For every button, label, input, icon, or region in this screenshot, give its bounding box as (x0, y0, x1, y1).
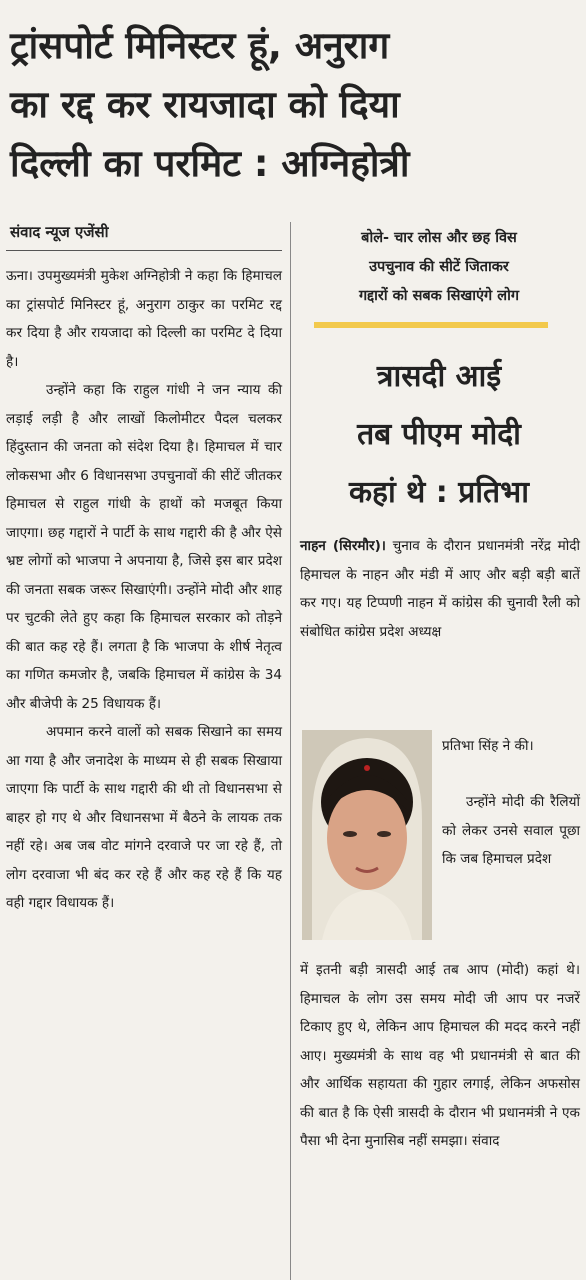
dateline: नाहन (सिरमौर)। (300, 538, 386, 554)
main-headline (10, 16, 576, 193)
headline-line-2: का रद्द कर रायजादा को दिया (10, 83, 400, 126)
byline: संवाद न्यूज एजेंसी (10, 223, 109, 241)
portrait-illustration (302, 730, 432, 940)
sub-headline (296, 348, 582, 522)
right-paragraph-2-narrow-text: उन्होंने मोदी की रैलियों को लेकर उनसे सवाल पूछा कि जब हिमाचल प्रदेश (442, 794, 580, 867)
kicker-line-2: उपचुनाव की सीटें जिताकर (369, 259, 509, 275)
portrait-photo (302, 730, 432, 940)
headline-line-1: ट्रांसपोर्ट मिनिस्टर हूं, अनुराग (10, 24, 390, 67)
sub-headline-line-3: कहां थे : प्रतिभा (348, 475, 530, 510)
right-paragraph-1-text: चुनाव के दौरान प्रधानमंत्री नरेंद्र मोदी हिमाचल के नाहन और मंडी में आए और बड़ी बड़ी बातें कर गए। यह टिप्पणी नाहन में कांग्रेस की चुनावी रैली को संबोधित कांग्रेस प्रदेश अध्यक्ष (300, 538, 580, 640)
right-article-top (300, 532, 580, 646)
column-divider (290, 222, 291, 1280)
left-paragraph-1: ऊना। उपमुख्यमंत्री मुकेश अग्निहोत्री ने कहा कि हिमाचल का ट्रांसपोर्ट मिनिस्टर हूं, अनुराग ठाकुर का परमिट रद्द कर दिया है और रायजादा को दिल्ली का परमिट दे दिया है। (6, 268, 282, 370)
right-paragraph-1-tail-text: प्रतिभा सिंह ने की। (442, 738, 534, 754)
kicker-line-3: गद्दारों को सबक सिखाएंगे लोग (358, 288, 520, 304)
right-paragraph-1-tail (442, 732, 580, 761)
sub-headline-line-2: तब पीएम मोदी (357, 417, 521, 452)
right-paragraph-2-narrow (442, 788, 580, 874)
left-paragraph-2: उन्होंने कहा कि राहुल गांधी ने जन न्याय की लड़ाई लड़ी है और लाखों किलोमीटर पैदल चलकर हिंदुस्तान की जनता को संदेश दिया है। हिमाचल में चार लोकसभा और 6 विधानसभा उपचुनावों की सीटें जीतकर हिमाचल से राहुल गांधी के हाथों को मजबूत किया जाएगा। छह गद्दारों ने पार्टी के साथ गद्दारी की है और ऐसे भ्रष्ट लोगों को भाजपा ने अपनाया है, जिसे इस बार प्रदेश की जनता सबक जरूर सिखाएंगी। उन्होंने मोदी और शाह पर चुटकी लेते हुए कहा कि हिमाचल सरकार को तोड़ने की बात कह रहे हैं। लगता है कि भाजपा के शीर्ष नेतृत्व का गणित कमजोर है, जबकि हिमाचल में कांग्रेस के 34 और बीजेपी के 25 विधायक हैं। (6, 382, 282, 712)
right-article-bottom (300, 956, 580, 1156)
kicker-line-1: बोले- चार लोस और छह विस (361, 230, 517, 246)
headline-line-3: दिल्ली का परमिट : अग्निहोत्री (10, 142, 410, 185)
right-paragraph-2-rest-text: में इतनी बड़ी त्रासदी आई तब आप (मोदी) कहां थे। हिमाचल के लोग उस समय मोदी जी आप पर नजरें टिकाए हुए थे, लेकिन आप हिमाचल की मदद करने नहीं आए। मुख्यमंत्री के साथ वह भी प्रधानमंत्री से बात की और आर्थिक सहायता की गुहार लगाई, लेकिन अफसोस की बात है कि ऐसी त्रासदी के दौरान भी प्रधानमंत्री ने एक पैसा भी देना मुनासिब नहीं समझा। (300, 962, 580, 1149)
right-paragraph-2-rest (300, 956, 580, 1156)
right-paragraph-1 (300, 532, 580, 646)
news-credit: संवाद (471, 1133, 500, 1149)
byline-divider (6, 250, 282, 251)
left-paragraph-3: अपमान करने वालों को सबक सिखाने का समय आ गया है और जनादेश के माध्यम से ही सबक सिखाया जाएगा कि पार्टी के साथ गद्दारी की थी तो विधानसभा से बाहर हो गए थे और विधानसभा में बैठने के लायक तक नहीं रहे। अब जब वोट मांगने दरवाजे पर जा रहे हैं, तो लोग दरवाजा भी बंद कर रहे हैं और कह रहे हैं कि यह वही गद्दार विधायक हैं। (6, 724, 282, 911)
kicker (300, 224, 578, 311)
accent-bar (314, 322, 548, 328)
sub-headline-line-1: त्रासदी आई (376, 359, 502, 394)
left-article-body (6, 262, 282, 918)
